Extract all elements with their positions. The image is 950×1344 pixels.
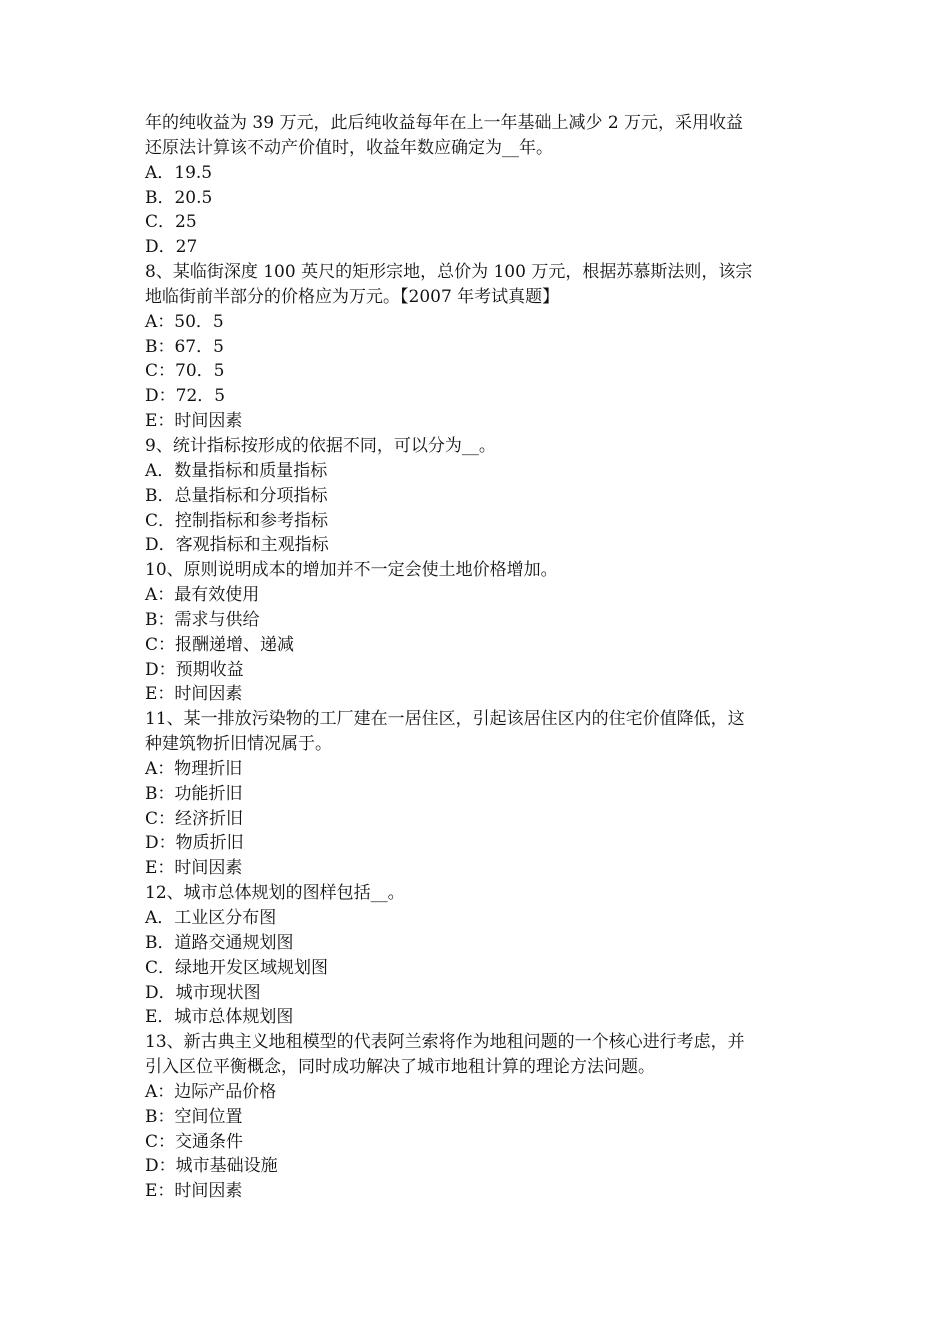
question-text-continued: 地临街前半部分的价格应为万元。【2007 年考试真题】 xyxy=(145,286,560,307)
answer-option: C．绿地开发区域规划图 xyxy=(145,957,329,978)
answer-option: C．25 xyxy=(145,212,197,233)
answer-option: E：时间因素 xyxy=(145,684,243,705)
answer-option: E：时间因素 xyxy=(145,411,243,432)
question-text-continued: 还原法计算该不动产价值时，收益年数应确定为__年。 xyxy=(145,137,553,158)
answer-option: B：需求与供给 xyxy=(145,609,260,630)
answer-option: C：经济折旧 xyxy=(145,808,244,829)
question-text-continued: 种建筑物折旧情况属于。 xyxy=(145,734,332,755)
answer-option: D：72．5 xyxy=(145,386,226,407)
answer-option: A：物理折旧 xyxy=(145,758,243,779)
answer-option: D：城市基础设施 xyxy=(145,1156,278,1177)
answer-option: B．总量指标和分项指标 xyxy=(145,485,328,506)
document-body xyxy=(145,111,813,1204)
answer-option: E：时间因素 xyxy=(145,858,243,879)
answer-option: B：功能折旧 xyxy=(145,783,243,804)
answer-option: C：交通条件 xyxy=(145,1131,244,1152)
answer-option: C：报酬递增、递减 xyxy=(145,634,295,655)
answer-option: A．数量指标和质量指标 xyxy=(145,460,328,481)
answer-option: B．20.5 xyxy=(145,187,213,208)
answer-option: D：预期收益 xyxy=(145,659,244,680)
answer-option: D．27 xyxy=(145,237,198,258)
answer-option: D．客观指标和主观指标 xyxy=(145,535,329,556)
question-text-continued: 年的纯收益为 39 万元，此后纯收益每年在上一年基础上减少 2 万元，采用收益 xyxy=(145,113,744,133)
answer-option: B．道路交通规划图 xyxy=(145,932,294,953)
answer-option: D．城市现状图 xyxy=(145,982,261,1003)
answer-option: D：物质折旧 xyxy=(145,833,244,854)
answer-option: B：空间位置 xyxy=(145,1106,243,1127)
answer-option: A．工业区分布图 xyxy=(145,908,277,928)
answer-option: E．城市总体规划图 xyxy=(145,1007,294,1028)
answer-option: C：70．5 xyxy=(145,361,225,382)
question-text: 8、某临街深度 100 英尺的矩形宗地，总价为 100 万元，根据苏慕斯法则，该宗 xyxy=(145,262,753,283)
answer-option: C．控制指标和参考指标 xyxy=(145,510,329,531)
question-text: 9、统计指标按形成的依据不同，可以分为__。 xyxy=(145,435,496,456)
answer-option: A：边际产品价格 xyxy=(145,1081,277,1102)
answer-option: A．19.5 xyxy=(145,162,213,183)
answer-option: A：50．5 xyxy=(145,311,224,332)
answer-option: B：67．5 xyxy=(145,336,224,357)
question-text: 11、某一排放污染物的工厂建在一居住区，引起该居住区内的住宅价值降低，这 xyxy=(145,709,745,730)
question-text: 12、城市总体规划的图样包括__。 xyxy=(145,883,405,904)
answer-option: A：最有效使用 xyxy=(145,585,260,606)
question-text-continued: 引入区位平衡概念，同时成功解决了城市地租计算的理论方法问题。 xyxy=(145,1057,655,1078)
question-text: 13、新古典主义地租模型的代表阿兰索将作为地租问题的一个核心进行考虑，并 xyxy=(145,1032,745,1053)
answer-option: E：时间因素 xyxy=(145,1181,243,1202)
question-text: 10、原则说明成本的增加并不一定会使土地价格增加。 xyxy=(145,560,558,581)
